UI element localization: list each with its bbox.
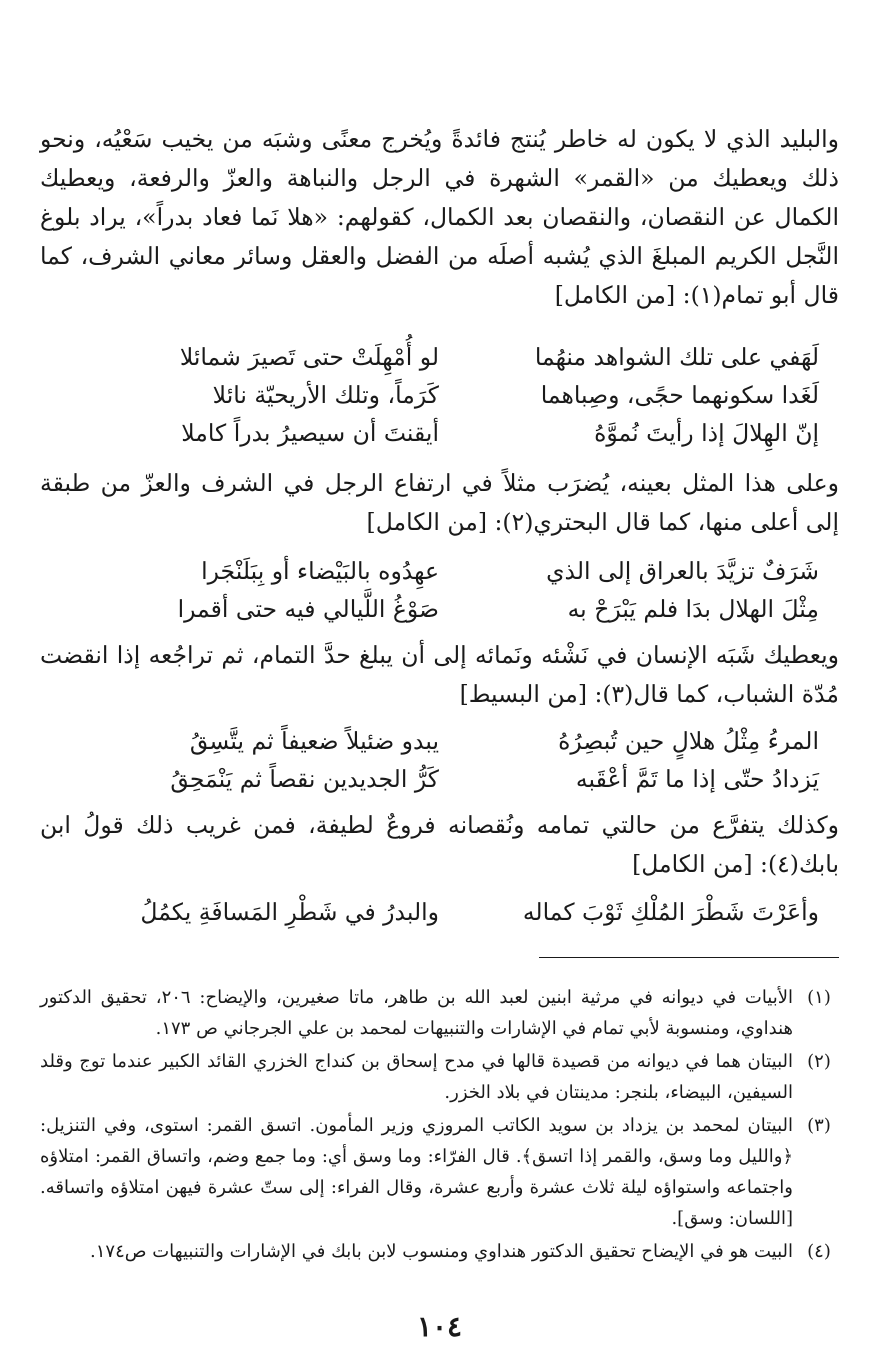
verse-hemistich-first: المرءُ مِثْلُ هلالٍ حين تُبصِرُهُ <box>558 727 819 755</box>
footnote <box>40 1110 839 1234</box>
verse-line <box>40 338 839 376</box>
footnote <box>40 982 839 1044</box>
footnote-number: (١) <box>807 987 831 1008</box>
verse-line <box>40 893 839 931</box>
verse-block-3 <box>40 722 839 798</box>
footnote-text: البيتان لمحمد بن يزداد بن سويد الكاتب المروزي وزير المأمون. اتسق القمر: استوى، وفي التنزيل: ﴿والليل وما وسق، والقمر إذا اتسق﴾. قال الفرّاء: وما وسق أي: وما جمع وضم، واتساق القمر: امتلاؤه واجتماعه واستواؤه ليلة ثلاث عشرة وأربع عشرة، وقال الفراء: إلى ستّ عشرة فيهن امتلاؤه واتساقه. [اللسان: وسق]. <box>40 1115 793 1229</box>
verse-line <box>40 590 839 628</box>
verse-hemistich-first: إنّ الهِلالَ إذا رأيتَ نُموَّهُ <box>594 419 819 447</box>
page-number: ١٠٤ <box>416 1310 463 1343</box>
paragraph-3: ويعطيك شَبَه الإنسان في نَشْئه ونَمائه إلى أن يبلغ حدَّ التمام، ثم تراجُعه إذا انقضت مُدّة الشباب، كما قال(٣): [من البسيط] <box>40 641 839 708</box>
verse-line <box>40 414 839 452</box>
footnote-number: (٤) <box>807 1241 831 1262</box>
verse-block-1 <box>40 338 839 452</box>
verse-line <box>40 376 839 414</box>
verse-hemistich-second: كَرُّ الجديدين نقصاً ثم يَنْمَحِقُ <box>170 765 439 793</box>
verse-hemistich-second: يبدو ضئيلاً ضعيفاً ثم يتَّسِقُ <box>189 727 439 755</box>
verse-hemistich-second: أيقنتَ أن سيصيرُ بدراً كاملا <box>181 419 439 447</box>
paragraph-4: وكذلك يتفرَّع من حالتي تمامه ونُقصانه فروعٌ لطيفة، فمن غريب ذلك قولُ ابن بابك(٤): [من الكامل] <box>40 811 839 878</box>
footnote-text: الأبيات في ديوانه في مرثية ابنين لعبد الله بن طاهر، ماتا صغيرين، والإيضاح: ٢٠٦، تحقيق الدكتور هنداوي، ومنسوبة لأبي تمام في الإشارات والتنبيهات لمحمد بن علي الجرجاني ص ١٧٣. <box>40 987 794 1039</box>
footnote <box>40 1236 839 1267</box>
footnotes <box>40 982 839 1269</box>
verse-hemistich-first: لَهَفي على تلك الشواهد منهُما <box>534 343 819 371</box>
verse-hemistich-first: يَزدادُ حتّى إذا ما تَمَّ أعْقَبه <box>575 765 819 793</box>
footnote-number: (٣) <box>807 1115 831 1136</box>
verse-hemistich-second: والبدرُ في شَطْرِ المَسافَةِ يكمُلُ <box>140 898 439 926</box>
verse-line <box>40 722 839 760</box>
verse-hemistich-second: لو أُمْهِلَتْ حتى تَصيرَ شمائلا <box>179 343 439 371</box>
verse-line <box>40 760 839 798</box>
verse-hemistich-first: وأعَرْتَ شَطْرَ المُلْكِ ثَوْبَ كماله <box>522 898 819 926</box>
verse-hemistich-second: عهِدُوه بالبَيْضاء أو بِبَلَنْجَرا <box>201 557 439 585</box>
verse-hemistich-first: شَرَفٌ تزيَّدَ بالعراق إلى الذي <box>546 557 819 585</box>
verse-block-4 <box>40 893 839 931</box>
footnote-text: البيت هو في الإيضاح تحقيق الدكتور هنداوي ومنسوب لابن بابك في الإشارات والتنبيهات ص١٧٤. <box>90 1241 793 1262</box>
verse-hemistich-first: لَغَدا سكونهما حجًى، وصِباهما <box>540 381 819 409</box>
verse-hemistich-first: مِثْلَ الهلال بدَا فلم يَبْرَحْ به <box>567 595 819 623</box>
verse-hemistich-second: صَوْغُ اللَّيالي فيه حتى أقمرا <box>177 595 439 623</box>
verse-block-2 <box>40 552 839 628</box>
verse-line <box>40 552 839 590</box>
footnote-number: (٢) <box>807 1051 831 1072</box>
paragraph-2: وعلى هذا المثل بعينه، يُضرَب مثلاً في ارتفاع الرجل في الشرف والعزّ من طبقة إلى أعلى منها، كما قال البحتري(٢): [من الكامل] <box>40 469 839 536</box>
footnote-text: البيتان هما في ديوانه من قصيدة قالها في مدح إسحاق بن كنداج الخزري القائد الكبير عندما توج وقلد السيفين، البيضاء، بلنجر: مدينتان في بلاد الخزر. <box>40 1051 793 1103</box>
footnote-separator <box>539 957 839 958</box>
paragraph-1: والبليد الذي لا يكون له خاطر يُنتج فائدةً ويُخرج معنًى وشبَه من يخيب سَعْيُه، ونحو ذلك ويعطيك من «القمر» الشهرة في الرجل والنباهة والعزّ والرفعة، ويعطيك الكمال عن النقصان، والنقصان بعد الكمال، كقولهم: «هلا نَما فعاد بدراً»، يراد بلوغ النَّجل الكريم المبلغَ الذي يُشبه أصلَه من الفضل والعقل وسائر معاني الشرف، كما قال أبو تمام(١): [من الكامل] <box>40 125 839 309</box>
footnote <box>40 1046 839 1108</box>
book-page <box>40 0 839 1359</box>
verse-hemistich-second: كَرَماً، وتلك الأريحيّة نائلا <box>212 381 439 409</box>
